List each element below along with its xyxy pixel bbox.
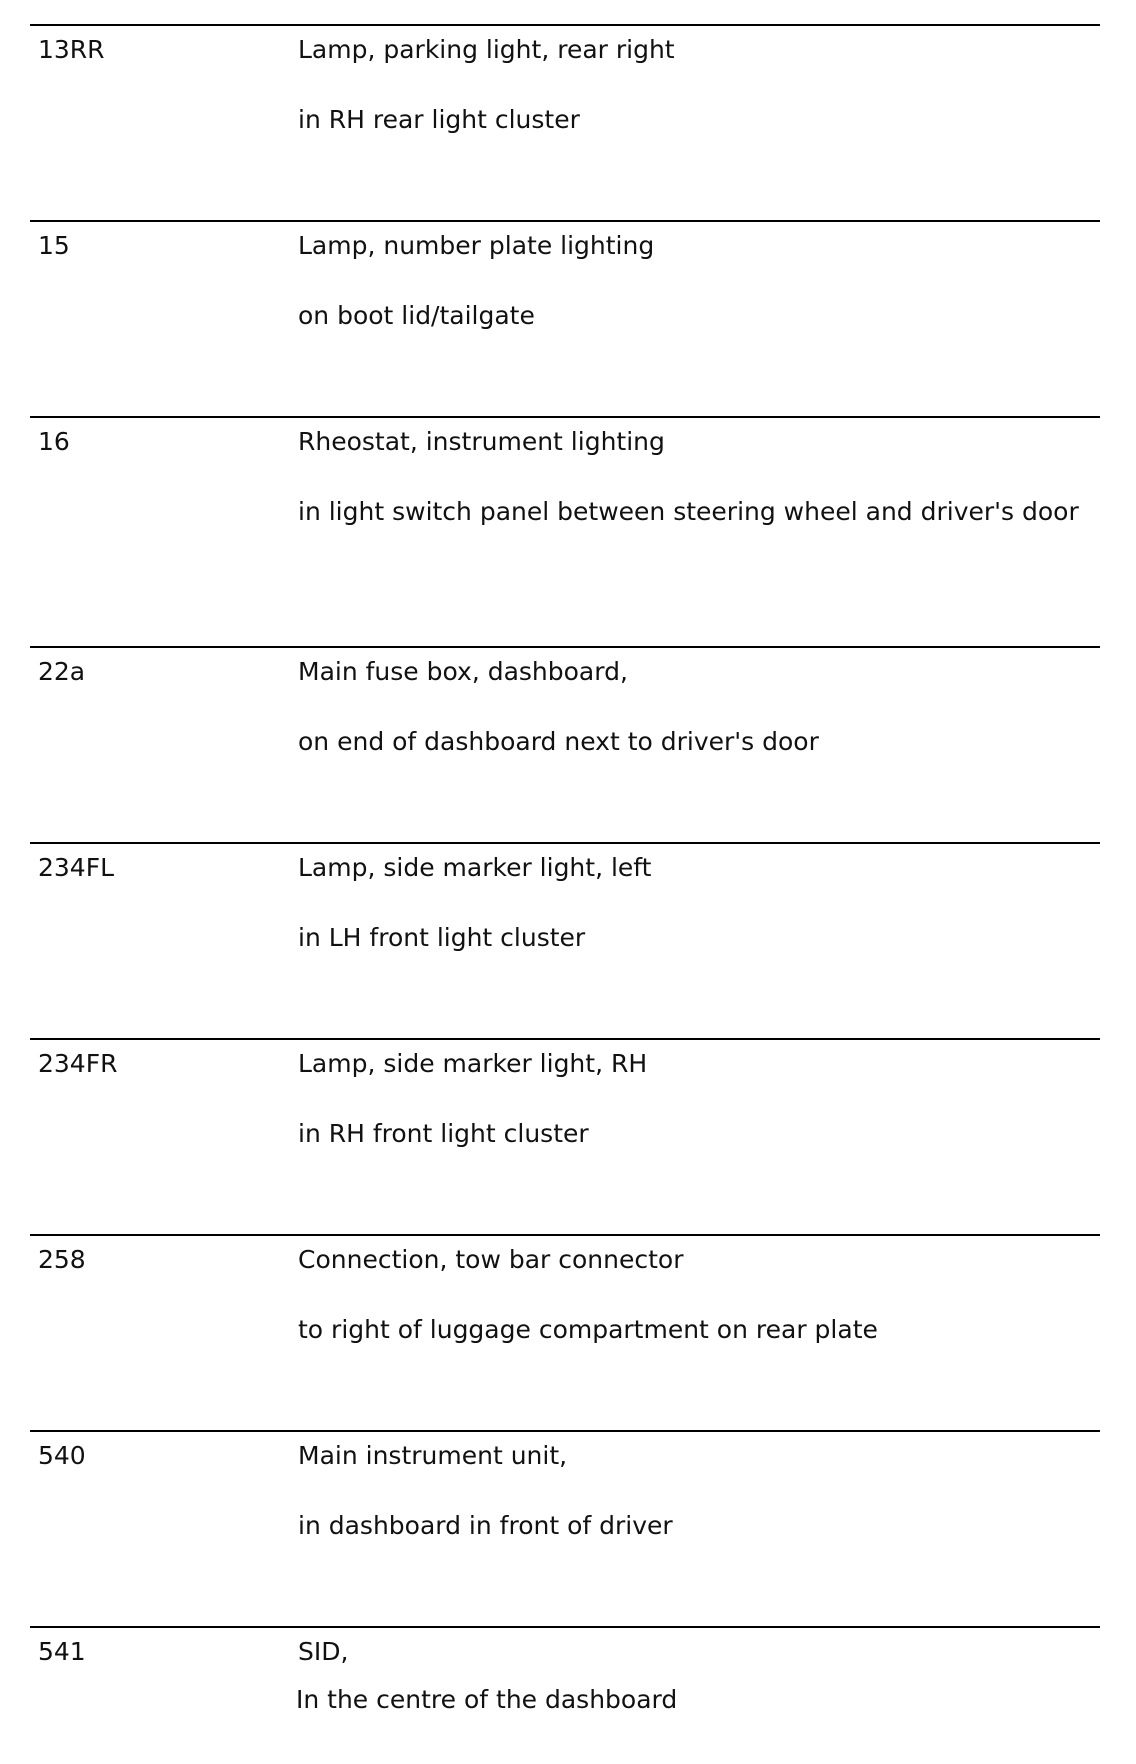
component-entry bbox=[30, 842, 1100, 1038]
component-entry bbox=[30, 646, 1100, 842]
component-description: Lamp, side marker light, RH bbox=[298, 1049, 648, 1078]
component-description: SID, bbox=[298, 1637, 349, 1666]
component-location: in dashboard in front of driver bbox=[298, 1511, 673, 1540]
component-description: Connection, tow bar connector bbox=[298, 1245, 684, 1274]
component-entry bbox=[30, 220, 1100, 416]
component-description: Lamp, parking light, rear right bbox=[298, 35, 675, 64]
component-location: in RH front light cluster bbox=[298, 1119, 589, 1148]
divider bbox=[30, 24, 1100, 26]
component-code: 258 bbox=[38, 1245, 86, 1274]
component-description: Main instrument unit, bbox=[298, 1441, 568, 1470]
divider bbox=[30, 220, 1100, 222]
component-code: 541 bbox=[38, 1637, 86, 1666]
component-entry bbox=[30, 1234, 1100, 1430]
component-entry bbox=[30, 24, 1100, 220]
component-code: 234FL bbox=[38, 853, 115, 882]
component-entry bbox=[30, 416, 1100, 646]
component-code: 540 bbox=[38, 1441, 86, 1470]
component-location: to right of luggage compartment on rear plate bbox=[298, 1315, 878, 1344]
component-location: on boot lid/tailgate bbox=[298, 301, 535, 330]
divider bbox=[30, 416, 1100, 418]
component-description: Lamp, side marker light, left bbox=[298, 853, 652, 882]
component-location: on end of dashboard next to driver's door bbox=[298, 727, 819, 756]
component-description: Main fuse box, dashboard, bbox=[298, 657, 628, 686]
component-entry bbox=[30, 1038, 1100, 1234]
component-description: Lamp, number plate lighting bbox=[298, 231, 655, 260]
component-description: Rheostat, instrument lighting bbox=[298, 427, 665, 456]
component-location: in LH front light cluster bbox=[298, 923, 586, 952]
component-location: in light switch panel between steering wheel and driver's door bbox=[298, 497, 1079, 526]
divider bbox=[30, 1038, 1100, 1040]
component-entry bbox=[30, 1430, 1100, 1626]
component-code: 13RR bbox=[38, 35, 105, 64]
component-code: 234FR bbox=[38, 1049, 118, 1078]
component-entry bbox=[30, 1626, 1100, 1756]
component-code: 22a bbox=[38, 657, 86, 686]
divider bbox=[30, 842, 1100, 844]
component-code: 15 bbox=[38, 231, 70, 260]
divider bbox=[30, 1430, 1100, 1432]
divider bbox=[30, 646, 1100, 648]
divider bbox=[30, 1234, 1100, 1236]
component-location: In the centre of the dashboard bbox=[296, 1685, 678, 1714]
component-code: 16 bbox=[38, 427, 70, 456]
component-location: in RH rear light cluster bbox=[298, 105, 580, 134]
divider bbox=[30, 1626, 1100, 1628]
